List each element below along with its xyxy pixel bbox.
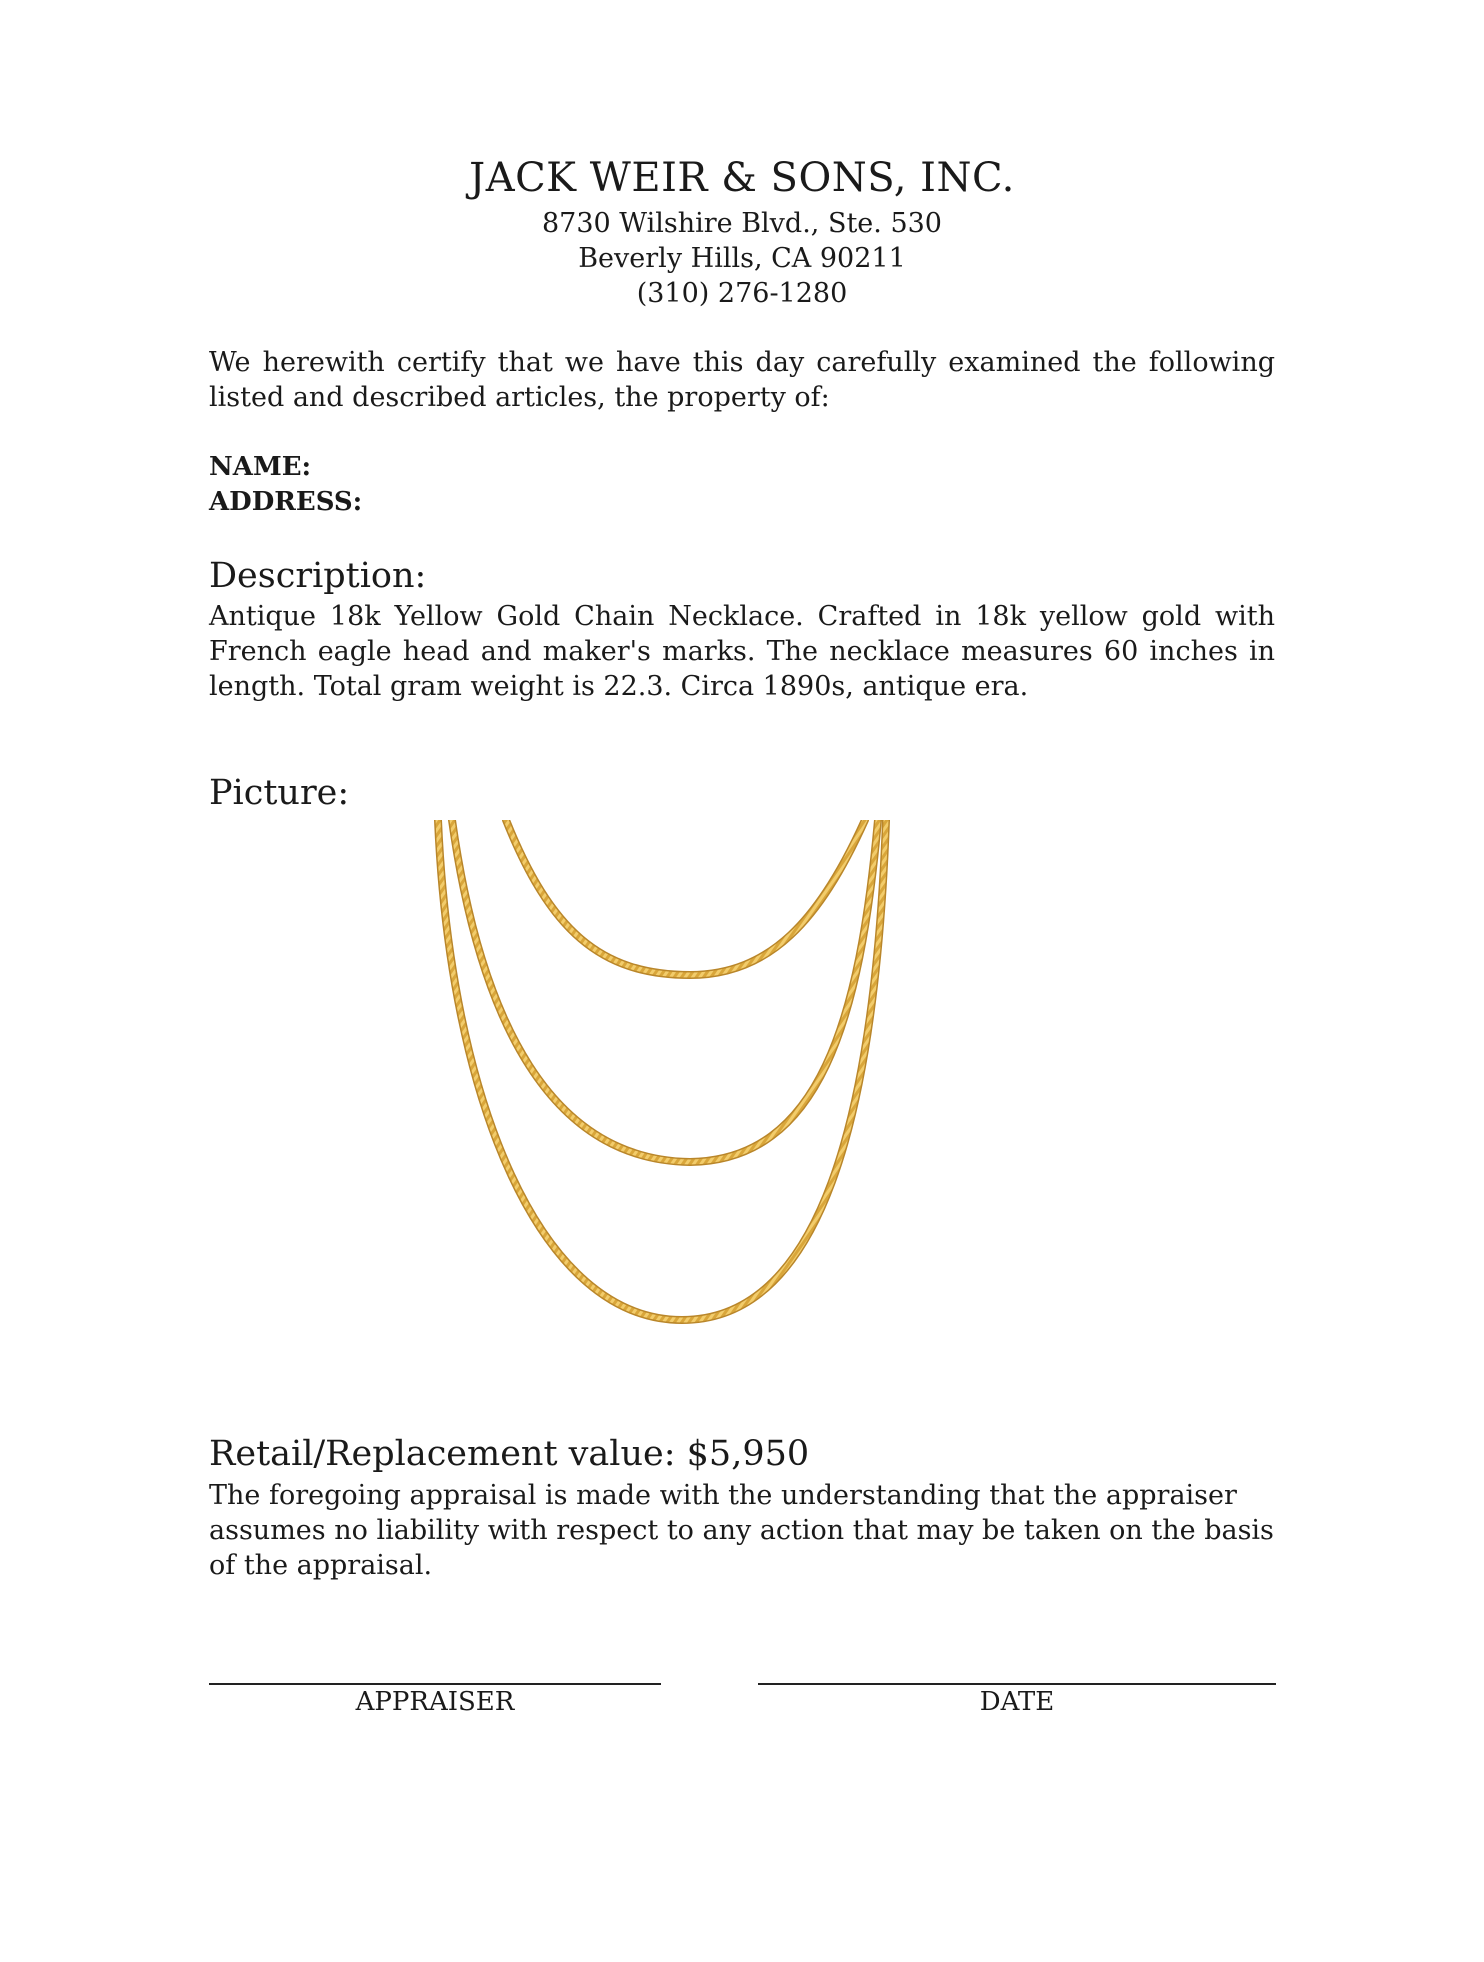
chain-strand-inner (506, 820, 865, 975)
description-text: Antique 18k Yellow Gold Chain Necklace. Crafted in 18k yellow gold with French eagle head and maker's marks. The necklace measures 60 inches in length. Total gram weight is 22.3. Circa 1890s, antique era. (209, 601, 1275, 702)
valuation-heading: Retail/Replacement value: $5,950 (209, 1434, 810, 1474)
appraiser-label: APPRAISER (355, 1687, 515, 1717)
street-address: 8730 Wilshire Blvd., Ste. 530 (542, 208, 942, 239)
disclaimer-text: The foregoing appraisal is made with the understanding that the appraiser assumes no liability with respect to any action that may be taken on the basis of the appraisal. (209, 1480, 1274, 1581)
phone-number: (310) 276-1280 (636, 278, 848, 309)
owner-block (209, 450, 1275, 520)
description-heading: Description: (209, 556, 427, 596)
company-name: JACK WEIR & SONS, INC. (469, 155, 1015, 201)
certification-statement: We herewith certify that we have this day carefully examined the following listed and described articles, the property of: (209, 347, 1275, 413)
city-state-zip: Beverly Hills, CA 90211 (578, 243, 906, 274)
chain-strand-outer (438, 820, 886, 1320)
picture-heading: Picture: (209, 773, 350, 813)
necklace-photo (420, 820, 910, 1340)
address-label: ADDRESS: (209, 487, 363, 517)
name-label: NAME: (209, 452, 312, 482)
date-label: DATE (979, 1687, 1055, 1717)
letterhead (0, 150, 1484, 311)
chain-strand-middle (452, 820, 878, 1162)
